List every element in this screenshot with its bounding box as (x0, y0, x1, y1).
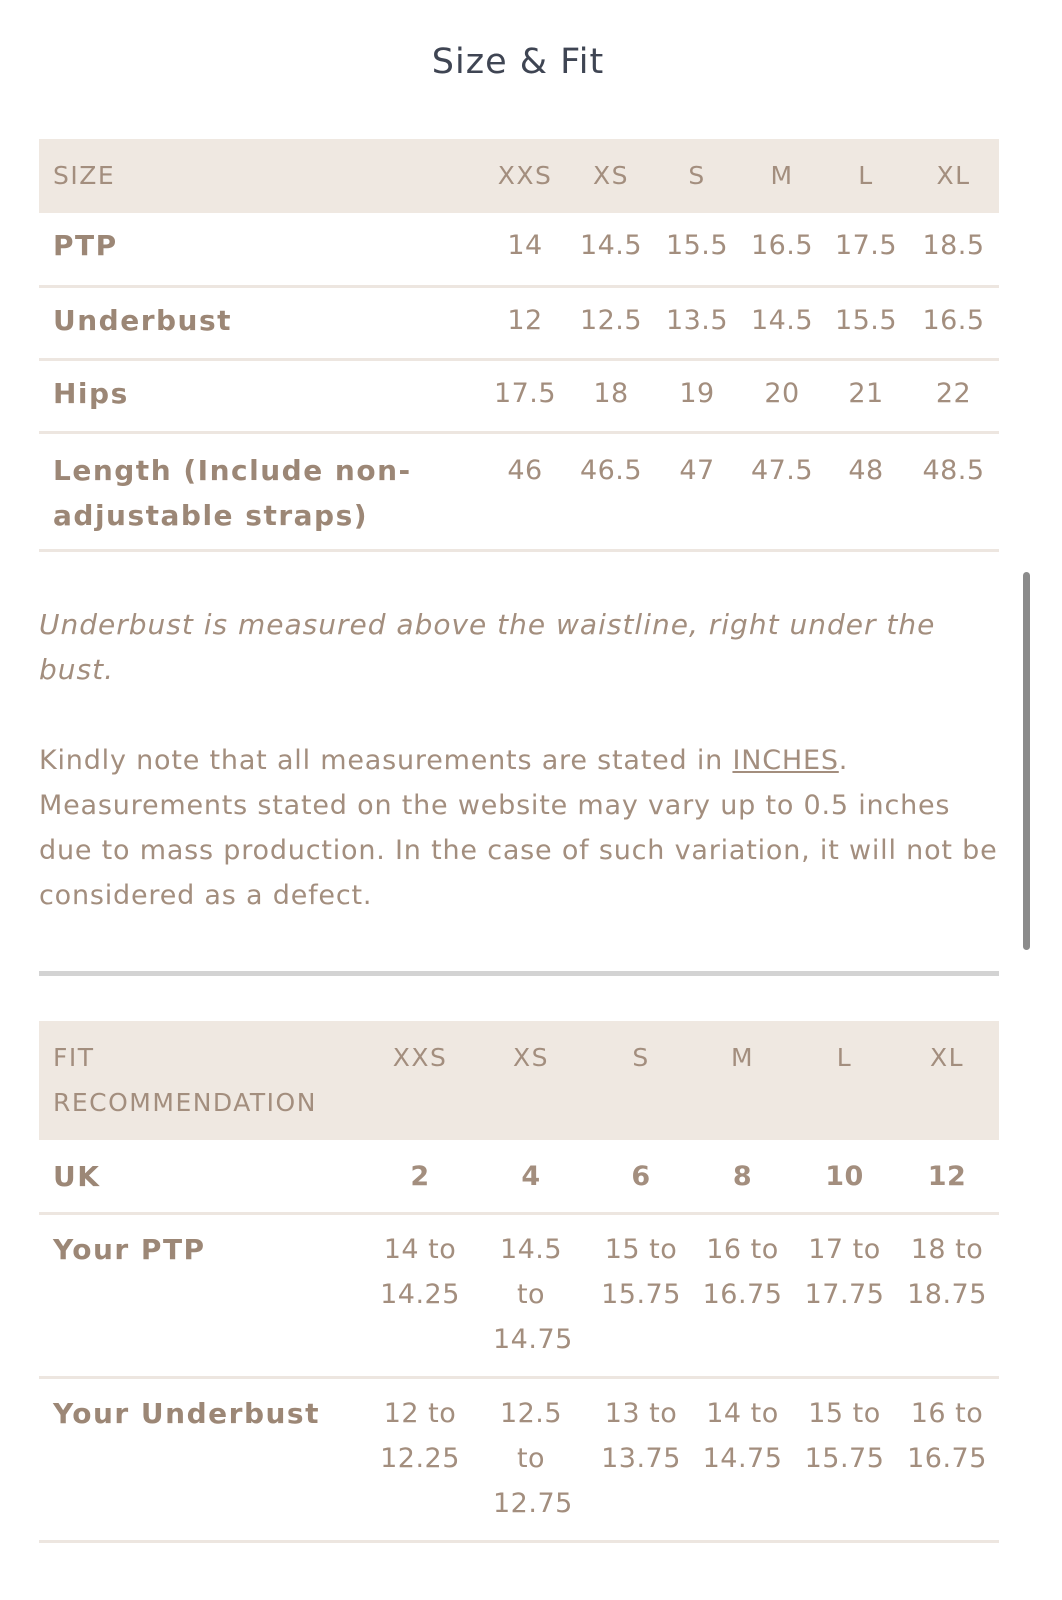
cell-value: 22 (908, 359, 999, 432)
header-xxs: XXS (392, 1043, 448, 1072)
cell-value: 12 (482, 286, 568, 359)
measurement-disclaimer (39, 738, 999, 918)
table-row-underbust (39, 286, 999, 359)
table-row-your-underbust (39, 1377, 999, 1541)
fit-table-header (39, 1021, 999, 1140)
section-divider (39, 971, 999, 976)
header-l: L (836, 1043, 853, 1072)
cell-value: 14 (482, 213, 568, 286)
header-xs: XS (593, 161, 629, 190)
cell-value: 14.5 (568, 213, 654, 286)
cell-value: 46.5 (568, 432, 654, 550)
header-s: S (688, 161, 706, 190)
cell-value: 4 (471, 1140, 591, 1213)
disclaimer-text: Kindly note that all measurements are stated in (39, 745, 733, 776)
cell-value: 48 (824, 432, 908, 550)
cell-value: 15.5 (654, 213, 740, 286)
cell-value: 6 (591, 1140, 691, 1213)
header-s: S (632, 1043, 650, 1072)
header-size: SIZE (53, 161, 116, 190)
cell-value: 18 to 18.75 (895, 1213, 999, 1377)
cell-value: 15 to 15.75 (591, 1213, 691, 1377)
cell-value: 47.5 (740, 432, 824, 550)
cell-value: 19 (654, 359, 740, 432)
cell-value: 46 (482, 432, 568, 550)
row-label: Your PTP (39, 1213, 369, 1377)
underbust-note: Underbust is measured above the waistline, right under the bust. (39, 608, 936, 686)
row-label: Length (Include non-adjustable straps) (39, 432, 482, 550)
cell-value: 17 to 17.75 (794, 1213, 895, 1377)
cell-value: 47 (654, 432, 740, 550)
header-l: L (858, 161, 874, 190)
cell-value: 20 (740, 359, 824, 432)
row-label: Hips (39, 359, 482, 432)
size-table (39, 139, 999, 552)
row-label: UK (39, 1140, 369, 1213)
header-xxs: XXS (497, 161, 553, 190)
cell-value: 16 to 16.75 (895, 1377, 999, 1541)
table-row-hips (39, 359, 999, 432)
cell-value: 13 to 13.75 (591, 1377, 691, 1541)
table-row-ptp (39, 213, 999, 286)
cell-value: 12.5 to 12.75 (471, 1377, 591, 1541)
header-xl: XL (936, 161, 971, 190)
cell-value: 17.5 (482, 359, 568, 432)
fit-recommendation-table (39, 1021, 999, 1543)
table-row-length (39, 432, 999, 550)
header-m: M (770, 161, 794, 190)
page-title: Size & Fit (431, 42, 605, 82)
table-row-uk (39, 1140, 999, 1213)
cell-value: 13.5 (654, 286, 740, 359)
inches-link[interactable]: INCHES (732, 745, 839, 776)
cell-value: 14.5 to 14.75 (471, 1213, 591, 1377)
cell-value: 12 (895, 1140, 999, 1213)
cell-value: 18.5 (908, 213, 999, 286)
cell-value: 17.5 (824, 213, 908, 286)
size-table-header (39, 139, 999, 213)
cell-value: 14.5 (740, 286, 824, 359)
cell-value: 2 (369, 1140, 471, 1213)
cell-value: 15 to 15.75 (794, 1377, 895, 1541)
row-label: PTP (39, 213, 482, 286)
cell-value: 14 to 14.75 (691, 1377, 794, 1541)
header-xl: XL (929, 1043, 965, 1072)
cell-value: 18 (568, 359, 654, 432)
row-label: Underbust (39, 286, 482, 359)
disclaimer-text: . Measurements stated on the website may vary up to 0.5 inches due to mass production. In the case of such variation, it will not be considered as a defect. (39, 745, 998, 911)
cell-value: 10 (794, 1140, 895, 1213)
row-label: Your Underbust (39, 1377, 369, 1541)
cell-value: 16 to 16.75 (691, 1213, 794, 1377)
cell-value: 16.5 (740, 213, 824, 286)
cell-value: 16.5 (908, 286, 999, 359)
header-m: M (730, 1043, 755, 1072)
header-xs: XS (513, 1043, 549, 1072)
cell-value: 48.5 (908, 432, 999, 550)
header-fit-recommendation: FIT RECOMMENDATION (53, 1043, 317, 1117)
cell-value: 12 to 12.25 (369, 1377, 471, 1541)
cell-value: 8 (691, 1140, 794, 1213)
scrollbar-thumb[interactable] (1023, 572, 1030, 950)
cell-value: 21 (824, 359, 908, 432)
cell-value: 14 to 14.25 (369, 1213, 471, 1377)
table-row-your-ptp (39, 1213, 999, 1377)
cell-value: 15.5 (824, 286, 908, 359)
cell-value: 12.5 (568, 286, 654, 359)
